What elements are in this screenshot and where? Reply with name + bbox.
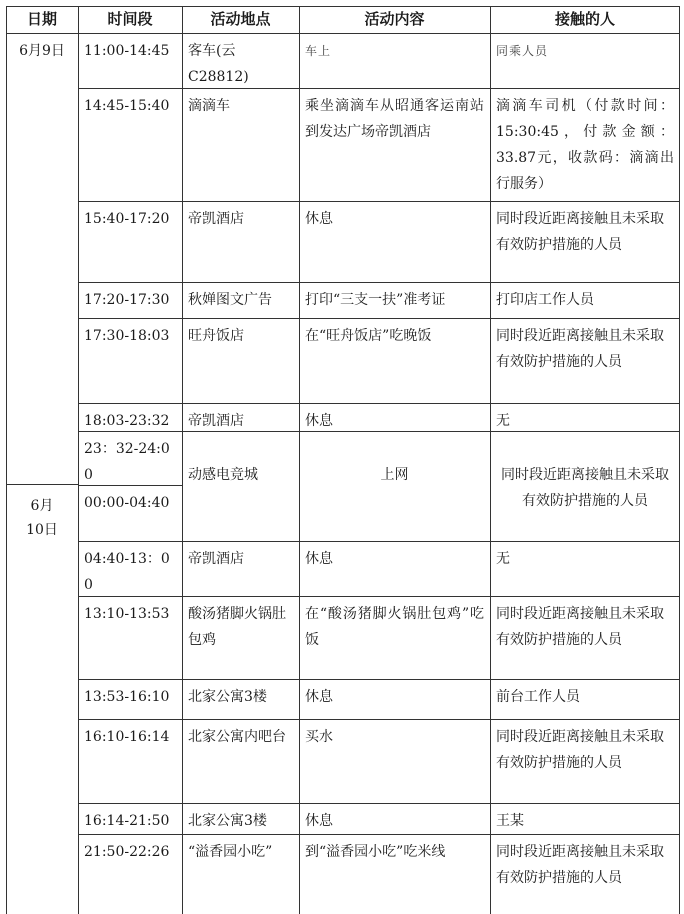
row-place: 北家公寓内吧台	[188, 729, 286, 745]
header-contact: 接触的人	[490, 6, 680, 34]
header-place: 活动地点	[182, 6, 299, 34]
row-activity: 买水	[305, 729, 333, 745]
header-date: 日期	[6, 6, 78, 34]
row-contact: 无	[496, 413, 510, 429]
row-activity: 休息	[305, 813, 333, 829]
row-activity: 乘坐滴滴车从昭通客运南站到发达广场帝凯酒店	[305, 98, 484, 140]
row-activity: 车上	[305, 44, 332, 58]
row-time: 21:50-22:26	[84, 844, 170, 860]
row-contact: 前台工作人员	[496, 689, 580, 705]
row-place: 北家公寓3楼	[188, 813, 267, 829]
row-time: 17:20-17:30	[84, 292, 170, 308]
row-contact: 同时段近距离接触且未采取有效防护措施的人员	[501, 467, 669, 509]
row-place: 客车(云C28812)	[188, 43, 249, 85]
row-activity: 打印“三支一扶”准考证	[305, 292, 446, 308]
header-time: 时间段	[78, 6, 182, 34]
row-contact: 同时段近距离接触且未采取有效防护措施的人员	[496, 606, 664, 648]
row-place: 秋婵图文广告	[188, 292, 272, 308]
row-activity: 休息	[305, 689, 333, 705]
row-time: 17:30-18:03	[84, 328, 170, 344]
row-time: 15:40-17:20	[84, 211, 170, 227]
row-place: 帝凯酒店	[188, 551, 244, 567]
row-activity: 休息	[305, 211, 333, 227]
row-place: 帝凯酒店	[188, 211, 244, 227]
row-contact: 打印店工作人员	[496, 292, 594, 308]
row-activity: 在“酸汤猪脚火锅肚包鸡”吃饭	[305, 606, 484, 648]
row-activity: 上网	[380, 467, 409, 483]
row-contact: 同乘人员	[496, 44, 549, 58]
date-june-10: 6月10日	[26, 498, 58, 538]
row-time: 00:00-04:40	[84, 495, 170, 511]
row-time: 18:03-23:32	[84, 413, 170, 429]
date-june-9: 6月9日	[19, 43, 65, 59]
row-contact: 同时段近距离接触且未采取有效防护措施的人员	[496, 211, 664, 253]
row-contact: 滴滴车司机（付款时间：15:30:45，付款金额：33.87元，收款码：滴滴出行服务）	[496, 98, 674, 192]
row-time: 23：32-24:00	[84, 441, 170, 483]
row-place: 北家公寓3楼	[188, 689, 267, 705]
row-time: 13:53-16:10	[84, 689, 170, 705]
row-contact: 同时段近距离接触且未采取有效防护措施的人员	[496, 844, 664, 886]
row-time: 11:00-14:45	[84, 43, 170, 59]
row-contact: 无	[496, 551, 510, 567]
row-time: 16:14-21:50	[84, 813, 170, 829]
row-time: 04:40-13：00	[84, 551, 170, 593]
row-time: 16:10-16:14	[84, 729, 170, 745]
row-place: 帝凯酒店	[188, 413, 244, 429]
row-contact: 同时段近距离接触且未采取有效防护措施的人员	[496, 328, 664, 370]
row-time: 13:10-13:53	[84, 606, 170, 622]
row-place: 滴滴车	[188, 98, 230, 114]
row-place: 酸汤猪脚火锅肚包鸡	[188, 606, 286, 648]
row-contact: 王某	[496, 813, 524, 829]
row-place: 动感电竞城	[188, 467, 258, 483]
row-place: 旺舟饭店	[188, 328, 244, 344]
row-time: 14:45-15:40	[84, 98, 170, 114]
header-activity: 活动内容	[299, 6, 490, 34]
row-contact: 同时段近距离接触且未采取有效防护措施的人员	[496, 729, 664, 771]
row-activity: 到“溢香园小吃”吃米线	[305, 844, 446, 860]
row-activity: 休息	[305, 551, 333, 567]
row-place: “溢香园小吃”	[188, 844, 273, 860]
row-activity: 在“旺舟饭店”吃晚饭	[305, 328, 432, 344]
row-activity: 休息	[305, 413, 333, 429]
